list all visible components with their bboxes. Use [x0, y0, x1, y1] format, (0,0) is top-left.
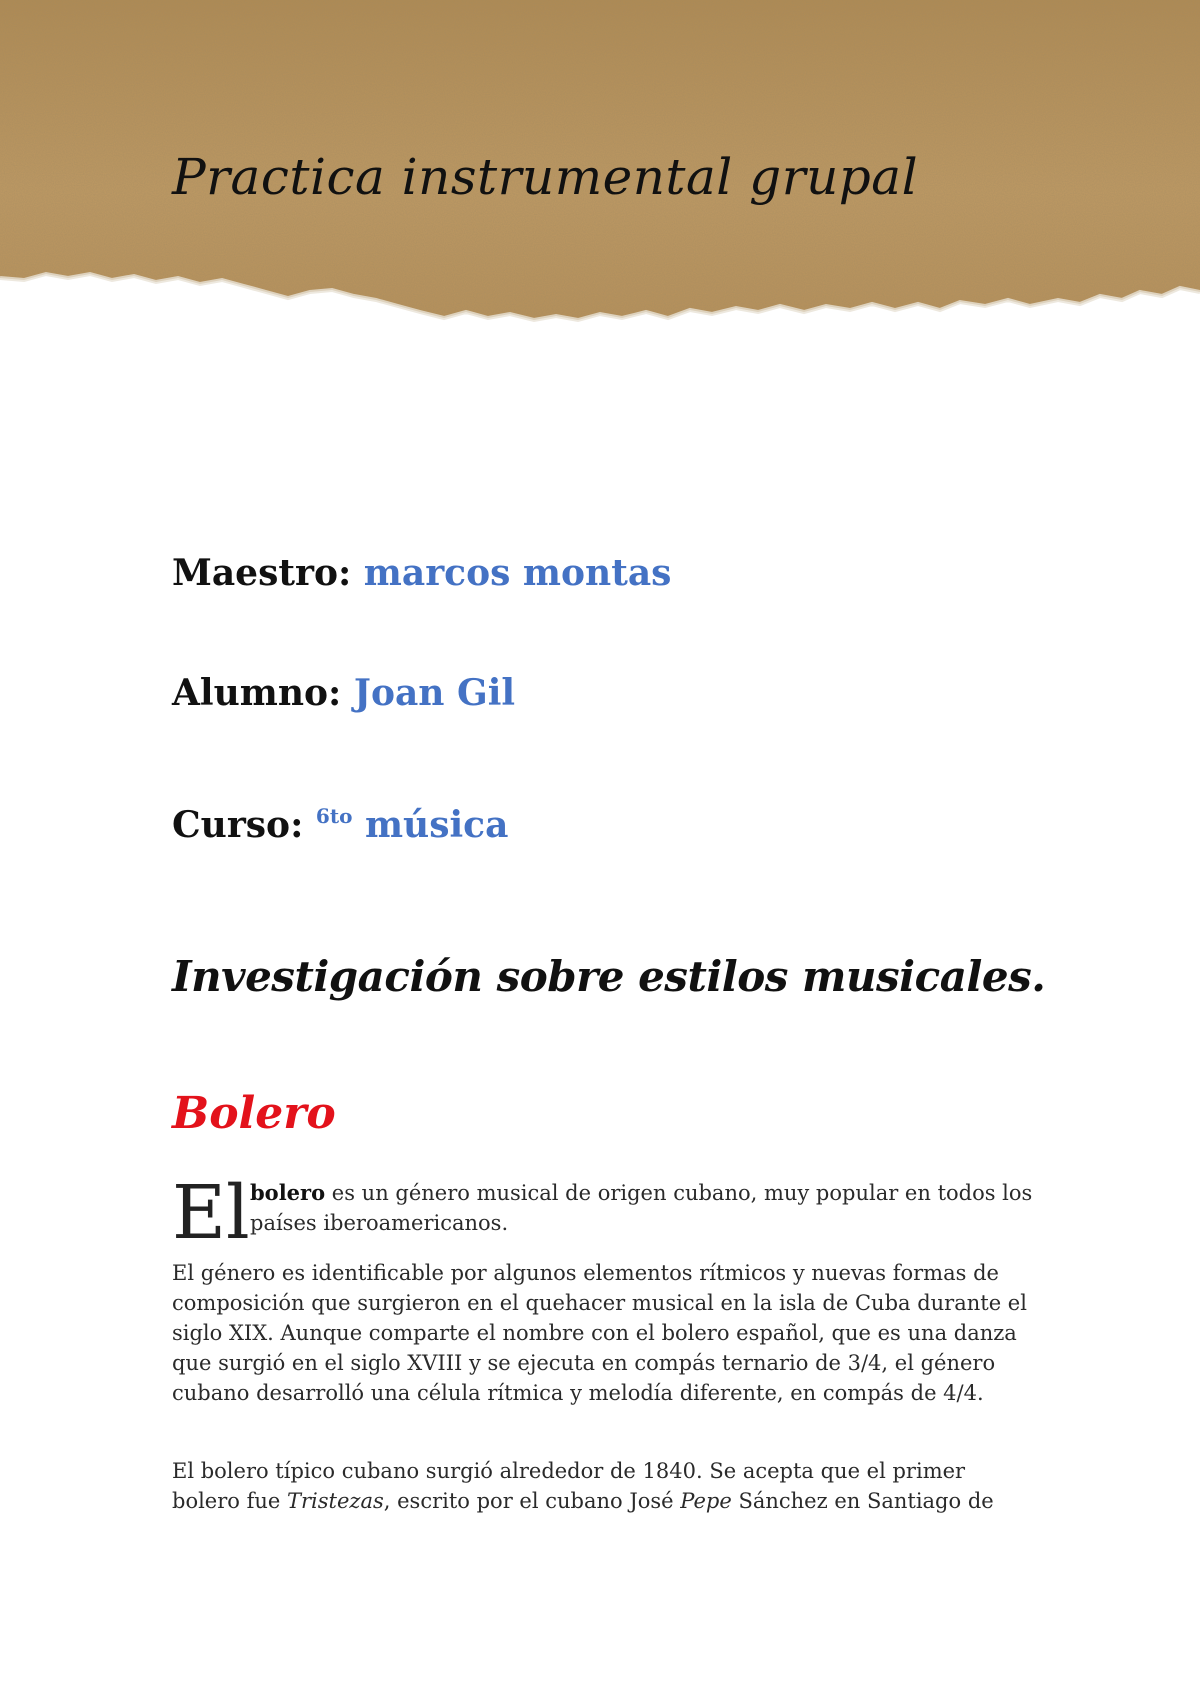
- intro-bold-term: bolero: [250, 1180, 326, 1205]
- paragraph-3-italic-title: Tristezas: [287, 1489, 384, 1513]
- teacher-value: marcos montas: [363, 552, 672, 594]
- student-label: Alumno:: [172, 672, 342, 714]
- course-grade-superscript: 6to: [315, 804, 353, 828]
- student-value: Joan Gil: [353, 672, 516, 714]
- research-title: Investigación sobre estilos musicales.: [172, 952, 1046, 1001]
- teacher-label: Maestro:: [172, 552, 352, 594]
- intro-rest: es un género musical de origen cubano, muy popular en todos los países iberoamericanos.: [250, 1181, 1033, 1235]
- course-label: Curso:: [172, 804, 304, 846]
- paragraph-3-part-b: , escrito por el cubano José: [383, 1489, 681, 1513]
- section-title-bolero: Bolero: [172, 1088, 336, 1139]
- student-line: [172, 672, 515, 714]
- course-value: música: [364, 804, 509, 846]
- teacher-line: [172, 552, 671, 594]
- intro-text: [250, 1178, 1040, 1238]
- paragraph-3: [172, 1456, 1032, 1516]
- intro-paragraph: [172, 1170, 1033, 1256]
- drop-cap: El: [172, 1170, 250, 1256]
- course-line: [172, 804, 508, 846]
- paragraph-3-italic-nickname: Pepe: [680, 1489, 732, 1513]
- paragraph-3-part-a: El bolero típico cubano surgió alrededor de 1840. Se acepta que el primer bolero fue: [172, 1459, 966, 1513]
- document-title: Practica instrumental grupal: [172, 148, 919, 206]
- paragraph-3-part-c: Sánchez en Santiago de: [731, 1489, 994, 1513]
- paragraph-2: El género es identificable por algunos elementos rítmicos y nuevas formas de composición que surgieron en el quehacer musical en la isla de Cuba durante el siglo XIX. Aunque comparte el nombre con el bolero español, que es una danza que surgió en el siglo XVIII y se ejecuta en compás ternario de 3/4, el género cubano desarrolló una célula rítmica y melodía diferente, en compás de 4/4.: [172, 1261, 1027, 1405]
